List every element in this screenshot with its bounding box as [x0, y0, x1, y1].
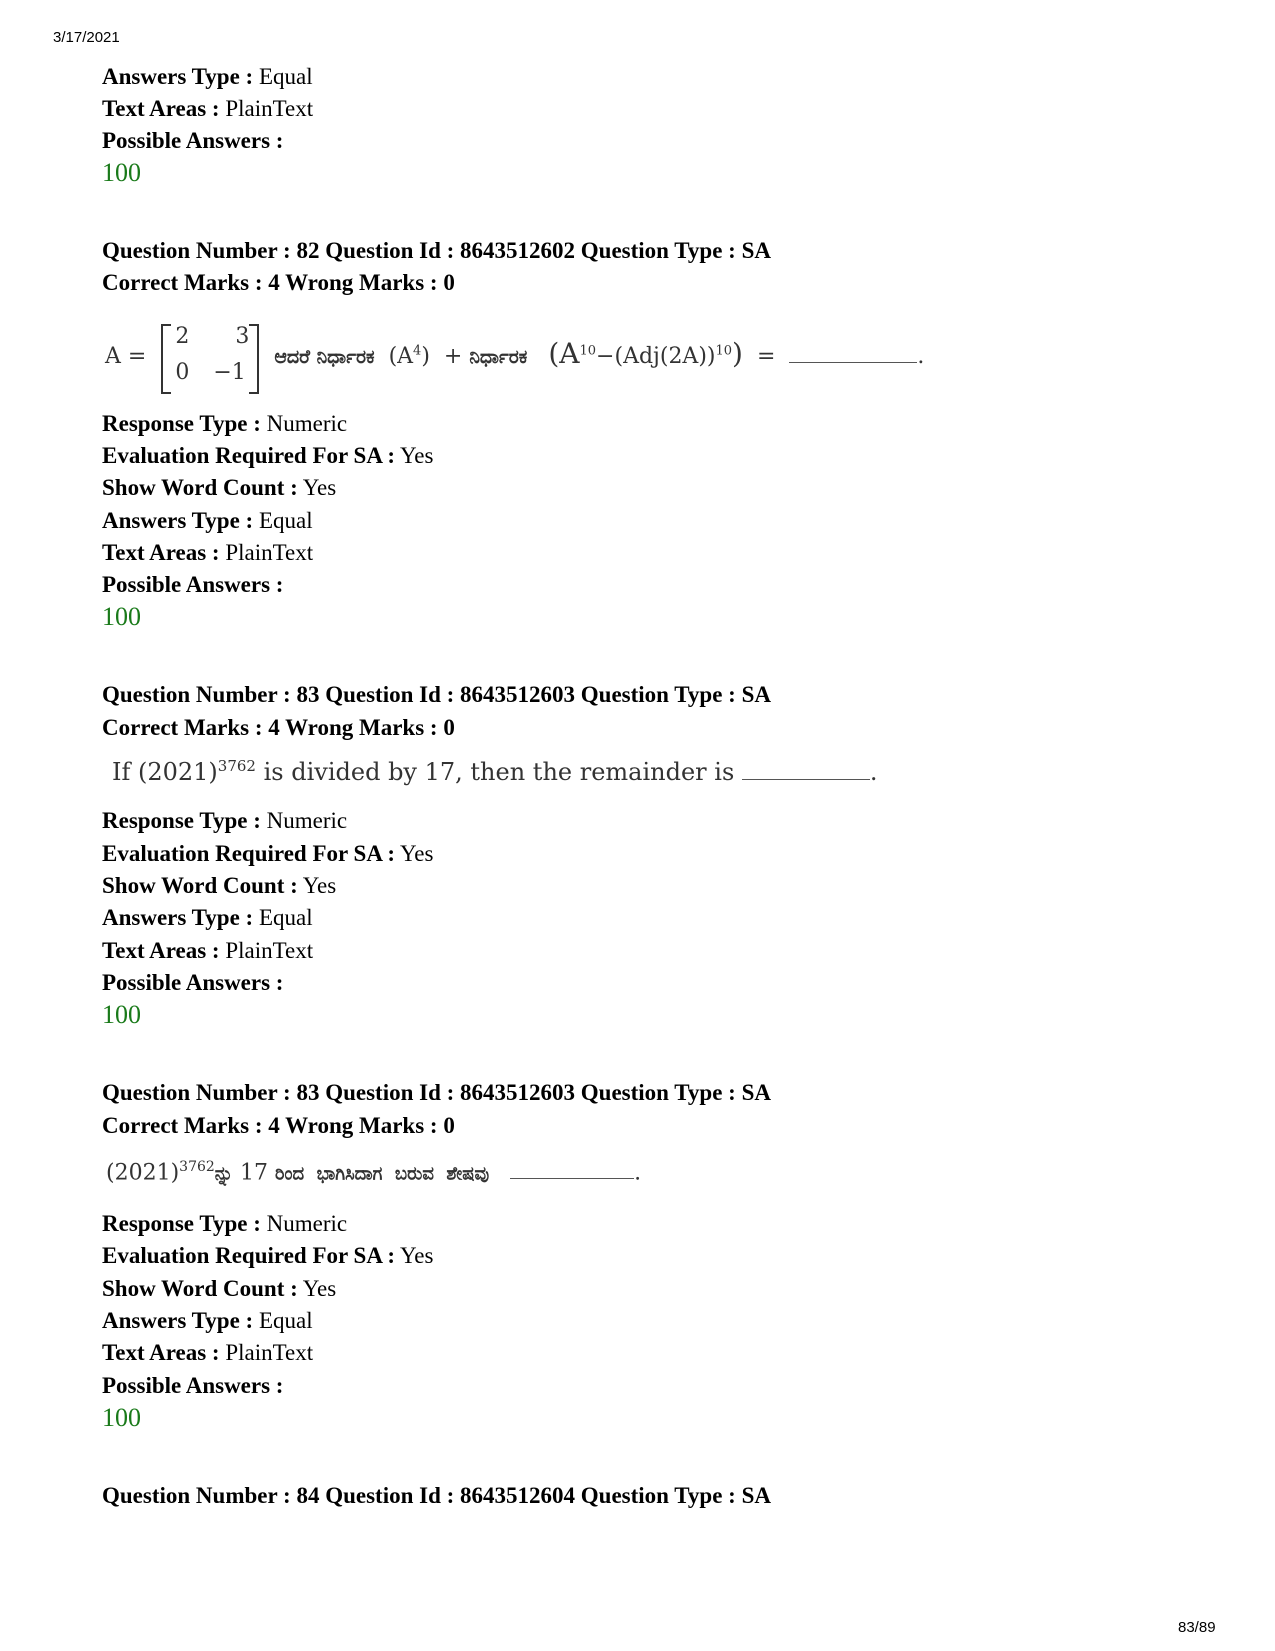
text-areas-row: Text Areas : PlainText: [102, 96, 314, 121]
answers-type-row: Answers Type : Equal: [102, 508, 313, 533]
evaluation-required-row: Evaluation Required For SA : Yes: [102, 1243, 434, 1268]
possible-answer-value: 100: [102, 158, 141, 187]
possible-answers-label: Possible Answers :: [102, 1373, 284, 1398]
text-areas-row: Text Areas : PlainText: [102, 540, 314, 565]
show-word-count-row: Show Word Count : Yes: [102, 873, 337, 898]
show-word-count-row: Show Word Count : Yes: [102, 1276, 337, 1301]
evaluation-required-row: Evaluation Required For SA : Yes: [102, 443, 434, 468]
possible-answer-value: 100: [102, 602, 141, 631]
question-header: Question Number : 84 Question Id : 8643512604 Question Type : SA: [102, 1483, 771, 1508]
evaluation-required-row: Evaluation Required For SA : Yes: [102, 841, 434, 866]
matrix: 2 3 0 −1: [161, 322, 259, 392]
possible-answers-label: Possible Answers :: [102, 128, 284, 153]
question-content-q82: A = 2 3 0 −1 ಆದರೆ ನಿರ್ಧಾರಕ $(A^4)$ + ನಿರ್ಧಾರಕ $(A^{10}-(Adj(2A))^{10})$ = .: [105, 322, 924, 392]
possible-answers-label: Possible Answers :: [102, 970, 284, 995]
possible-answer-value: 100: [102, 1000, 141, 1029]
question-content-q83-en: If $(2021)^{3762}$ is divided by 17, then the remainder is .: [112, 757, 878, 786]
text-areas-row: Text Areas : PlainText: [102, 938, 314, 963]
response-type-row: Response Type : Numeric: [102, 808, 348, 833]
response-type-row: Response Type : Numeric: [102, 411, 348, 436]
question-header: Question Number : 83 Question Id : 8643512603 Question Type : SA: [102, 682, 771, 707]
question-header: Question Number : 82 Question Id : 8643512602 Question Type : SA: [102, 238, 771, 263]
question-marks: Correct Marks : 4 Wrong Marks : 0: [102, 715, 455, 740]
possible-answers-label: Possible Answers :: [102, 572, 284, 597]
print-date: 3/17/2021: [53, 29, 120, 46]
answers-type-row: Answers Type : Equal: [102, 905, 313, 930]
response-type-row: Response Type : Numeric: [102, 1211, 348, 1236]
question-marks: Correct Marks : 4 Wrong Marks : 0: [102, 1113, 455, 1138]
answers-type-row: Answers Type : Equal: [102, 64, 313, 89]
show-word-count-row: Show Word Count : Yes: [102, 475, 337, 500]
question-header: Question Number : 83 Question Id : 8643512603 Question Type : SA: [102, 1080, 771, 1105]
page-number: 83/89: [1178, 1619, 1216, 1636]
text-areas-row: Text Areas : PlainText: [102, 1340, 314, 1365]
question-content-q83-kn: $(2021)^{3762}ನ್ನು$ 17 ರಿಂದ ಭಾಗಿಸಿದಾಗ ಬರುವ ಶೇಷವು .: [106, 1159, 642, 1186]
question-marks: Correct Marks : 4 Wrong Marks : 0: [102, 270, 455, 295]
answers-type-row: Answers Type : Equal: [102, 1308, 313, 1333]
possible-answer-value: 100: [102, 1403, 141, 1432]
